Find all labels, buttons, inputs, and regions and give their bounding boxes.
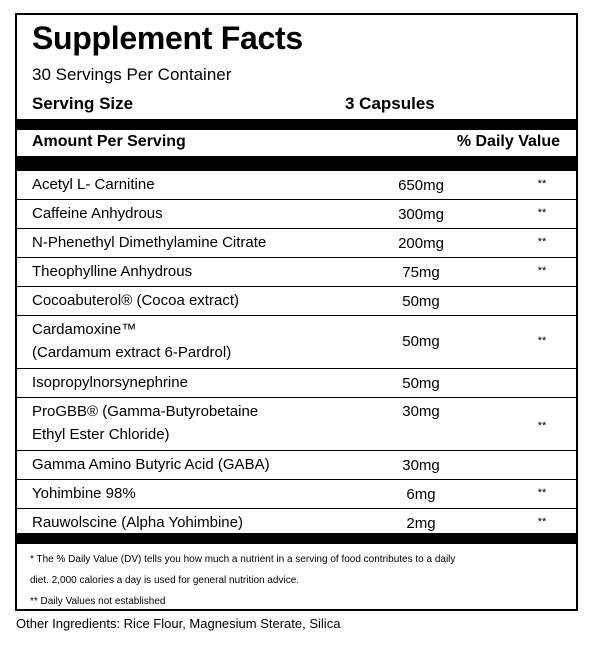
ingredient-row [17,229,576,258]
panel-title: Supplement Facts [32,20,303,56]
ingredient-name: Cardamoxine™ [32,321,137,338]
ingredient-dv: ** [537,487,547,499]
ingredient-name-detail: (Cardamum extract 6-Pardrol) [32,344,232,361]
ingredient-amount: 75mg [402,264,440,281]
ingredient-dv: ** [537,178,547,190]
supplement-facts-panel [15,13,578,611]
ingredient-name: ProGBB® (Gamma-Butyrobetaine [32,403,259,420]
ingredient-name: Theophylline Anhydrous [32,263,193,280]
ingredient-row [17,316,576,369]
ingredient-row [17,287,576,316]
ingredient-dv: ** [537,236,547,248]
ingredient-name: Caffeine Anhydrous [32,205,163,222]
ingredient-name: N-Phenethyl Dimethylamine Citrate [32,234,267,251]
ingredient-dv: ** [537,207,547,219]
thick-divider [17,156,576,171]
ingredient-amount: 650mg [398,177,444,194]
thick-divider [17,119,576,130]
ingredient-row [17,200,576,229]
serving-size-label: Serving Size [32,94,134,113]
ingredient-row [17,480,576,509]
ingredient-dv: ** [537,420,547,432]
ingredient-amount: 50mg [402,375,440,392]
other-ingredients: Other Ingredients: Rice Flour, Magnesium Sterate, Silica [16,616,341,631]
ingredient-name-detail: Ethyl Ester Chloride) [32,426,170,443]
dv-footnote-line-1: * The % Daily Value (DV) tells you how much a nutrient in a serving of food contributes to a daily [30,554,456,565]
ingredient-name: Gamma Amino Butyric Acid (GABA) [32,456,270,473]
ingredient-name: Rauwolscine (Alpha Yohimbine) [32,514,243,531]
serving-size-value: 3 Capsules [345,94,435,113]
ingredient-row [17,258,576,287]
ingredient-amount: 200mg [398,235,444,252]
ingredient-amount: 50mg [402,293,440,310]
ingredient-amount: 30mg [402,457,440,474]
dv-not-established-footnote: ** Daily Values not established [30,596,166,607]
daily-value-header: % Daily Value [456,133,560,150]
ingredient-dv: ** [537,335,547,347]
ingredient-name: Cocoabuterol® (Cocoa extract) [32,292,239,309]
ingredient-amount: 30mg [402,403,440,420]
ingredient-row [17,398,576,451]
ingredient-dv: ** [537,265,547,277]
amount-per-serving-header: Amount Per Serving [32,133,186,150]
servings-per-container: 30 Servings Per Container [32,65,232,84]
thick-divider [17,533,576,544]
ingredient-amount: 50mg [402,333,440,350]
ingredient-amount: 2mg [406,515,436,532]
ingredient-row [17,451,576,480]
ingredient-row [17,369,576,398]
ingredient-amount: 300mg [398,206,444,223]
dv-footnote-line-2: diet. 2,000 calories a day is used for general nutrition advice. [30,575,300,586]
ingredient-table [17,171,576,538]
ingredient-dv: ** [537,516,547,528]
ingredient-name: Acetyl L- Carnitine [32,176,155,193]
ingredient-name: Yohimbine 98% [32,485,136,502]
ingredient-name: Isopropylnorsynephrine [32,374,188,391]
ingredient-row [17,171,576,200]
ingredient-amount: 6mg [406,486,436,503]
